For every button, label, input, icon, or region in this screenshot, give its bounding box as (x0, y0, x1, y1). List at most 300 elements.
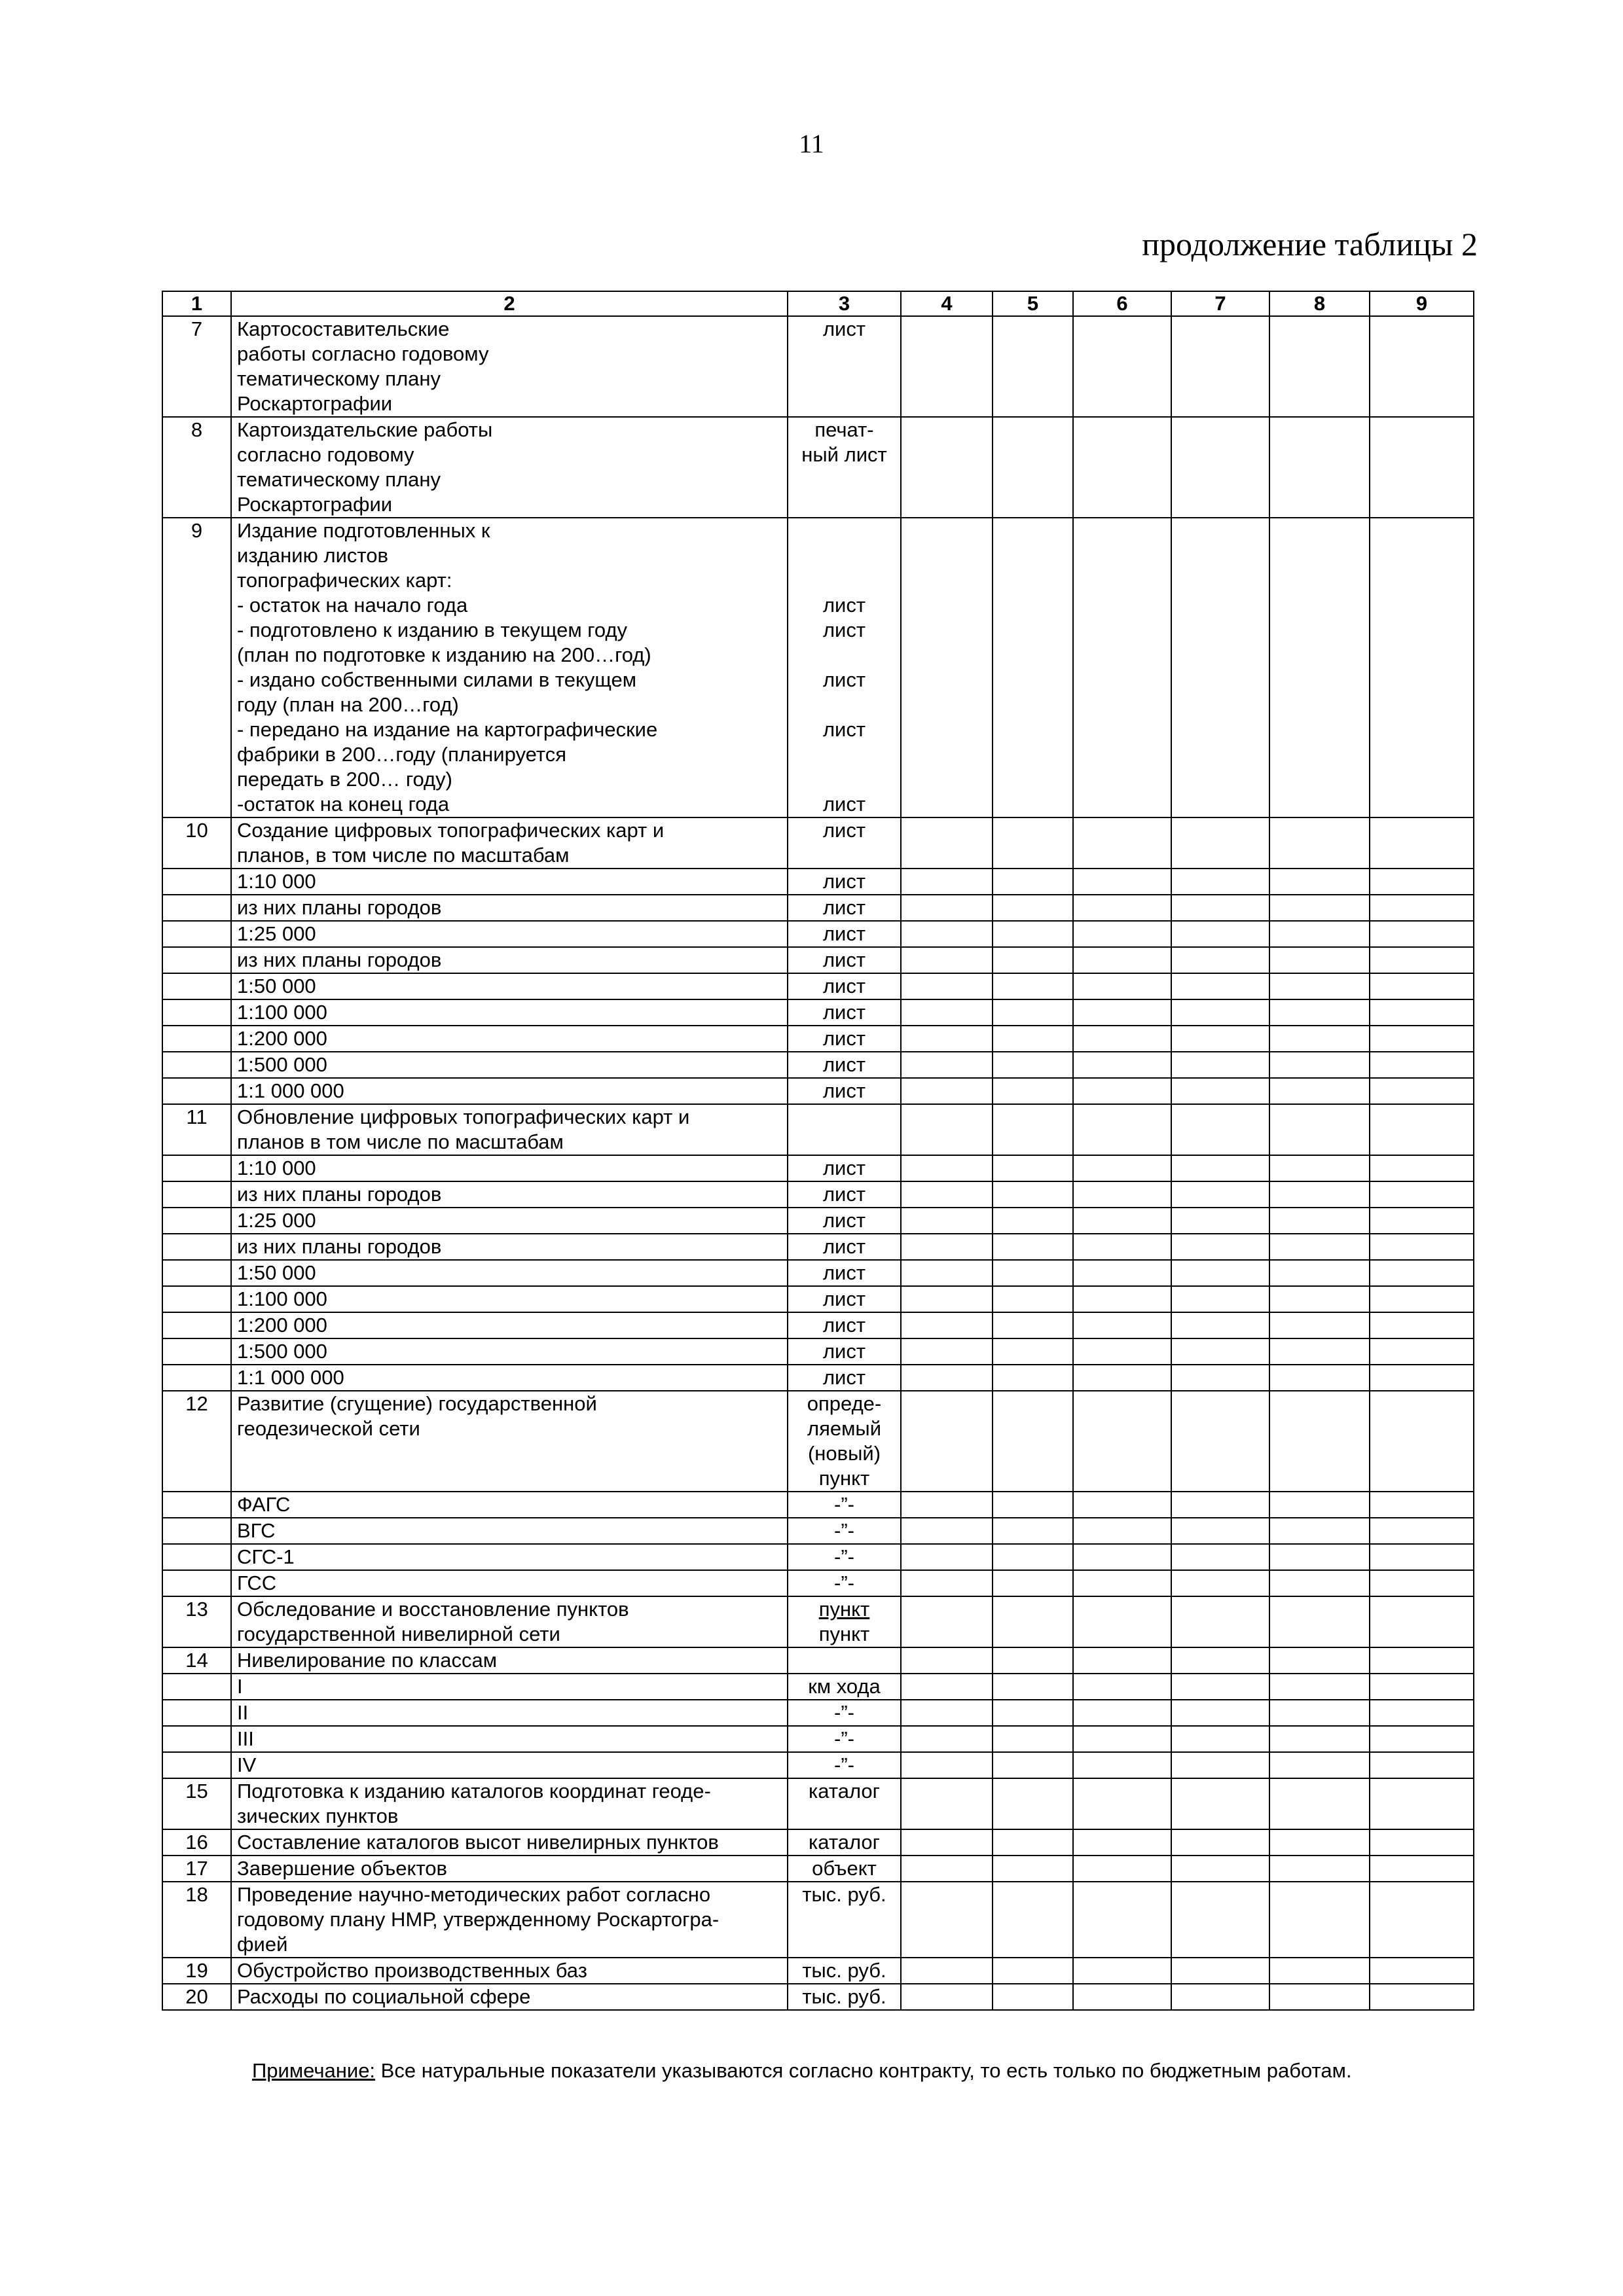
value-cell-col-5 (993, 1984, 1073, 2010)
unit-cell: лист (788, 1181, 901, 1208)
value-cell-col-8 (1269, 869, 1370, 895)
value-cell-col-6 (1073, 1570, 1171, 1596)
unit-cell: тыс. руб. (788, 1882, 901, 1958)
value-cell-col-6 (1073, 518, 1171, 817)
table-row (162, 1882, 1474, 1958)
value-cell-col-6 (1073, 1882, 1171, 1958)
value-cell-col-6 (1073, 1856, 1171, 1882)
value-cell-col-4 (901, 1700, 993, 1726)
row-number-cell (162, 1181, 231, 1208)
value-cell-col-7 (1171, 1492, 1269, 1518)
value-cell-col-4 (901, 1181, 993, 1208)
value-cell-col-4 (901, 1078, 993, 1104)
unit-cell: -”- (788, 1700, 901, 1726)
value-cell-col-8 (1269, 1984, 1370, 2010)
unit-cell: -”- (788, 1570, 901, 1596)
value-cell-col-6 (1073, 1492, 1171, 1518)
value-cell-col-9 (1370, 1365, 1474, 1391)
unit-cell (788, 1647, 901, 1674)
value-cell-col-4 (901, 1726, 993, 1752)
value-cell-col-6 (1073, 1052, 1171, 1078)
row-number-cell (162, 1052, 231, 1078)
table-row (162, 817, 1474, 869)
value-cell-col-6 (1073, 1674, 1171, 1700)
value-cell-col-8 (1269, 1518, 1370, 1544)
work-type-cell: 1:50 000 (231, 973, 788, 999)
value-cell-col-9 (1370, 921, 1474, 947)
table-row (162, 518, 1474, 817)
value-cell-col-6 (1073, 999, 1171, 1026)
work-type-cell: II (231, 1700, 788, 1726)
value-cell-col-9 (1370, 1026, 1474, 1052)
row-number-cell (162, 1492, 231, 1518)
value-cell-col-7 (1171, 1338, 1269, 1365)
value-cell-col-5 (993, 1596, 1073, 1647)
table-row (162, 1570, 1474, 1596)
value-cell-col-9 (1370, 1596, 1474, 1647)
row-number-cell (162, 1544, 231, 1570)
table-row (162, 417, 1474, 518)
unit-cell: лист (788, 1155, 901, 1181)
value-cell-col-7 (1171, 1596, 1269, 1647)
unit-cell: лист (788, 1052, 901, 1078)
value-cell-col-7 (1171, 1647, 1269, 1674)
value-cell-col-8 (1269, 316, 1370, 417)
value-cell-col-5 (993, 1882, 1073, 1958)
value-cell-col-7 (1171, 417, 1269, 518)
work-type-cell: 1:25 000 (231, 1208, 788, 1234)
value-cell-col-9 (1370, 1778, 1474, 1829)
unit-cell: лист (788, 1260, 901, 1286)
value-cell-col-4 (901, 1492, 993, 1518)
value-cell-col-4 (901, 1260, 993, 1286)
value-cell-col-7 (1171, 1856, 1269, 1882)
unit-cell: -”- (788, 1492, 901, 1518)
value-cell-col-7 (1171, 973, 1269, 999)
table-row (162, 1181, 1474, 1208)
value-cell-col-6 (1073, 1234, 1171, 1260)
row-number-cell (162, 1286, 231, 1312)
table-row (162, 1312, 1474, 1338)
unit-cell: -”- (788, 1544, 901, 1570)
value-cell-col-6 (1073, 1752, 1171, 1778)
row-number-cell (162, 1312, 231, 1338)
table-row (162, 1674, 1474, 1700)
unit-cell: лист (788, 1026, 901, 1052)
value-cell-col-4 (901, 1208, 993, 1234)
value-cell-col-9 (1370, 1391, 1474, 1492)
value-cell-col-7 (1171, 1181, 1269, 1208)
table-row (162, 1984, 1474, 2010)
value-cell-col-9 (1370, 1647, 1474, 1674)
value-cell-col-5 (993, 921, 1073, 947)
value-cell-col-9 (1370, 1882, 1474, 1958)
work-type-cell: IV (231, 1752, 788, 1778)
value-cell-col-5 (993, 1958, 1073, 1984)
value-cell-col-8 (1269, 1958, 1370, 1984)
value-cell-col-6 (1073, 1365, 1171, 1391)
work-type-cell: из них планы городов (231, 947, 788, 973)
value-cell-col-9 (1370, 1286, 1474, 1312)
row-number-cell (162, 1570, 231, 1596)
value-cell-col-4 (901, 1674, 993, 1700)
value-cell-col-8 (1269, 1181, 1370, 1208)
row-number-cell: 18 (162, 1882, 231, 1958)
value-cell-col-4 (901, 1570, 993, 1596)
value-cell-col-4 (901, 1155, 993, 1181)
value-cell-col-9 (1370, 1726, 1474, 1752)
work-type-cell: I (231, 1674, 788, 1700)
table-row (162, 869, 1474, 895)
value-cell-col-6 (1073, 1778, 1171, 1829)
value-cell-col-8 (1269, 1492, 1370, 1518)
value-cell-col-4 (901, 316, 993, 417)
value-cell-col-6 (1073, 921, 1171, 947)
note-text: Все натуральные показатели указываются согласно контракту, то есть только по бюджетным работам. (375, 2059, 1352, 2082)
row-number-cell: 8 (162, 417, 231, 518)
value-cell-col-6 (1073, 316, 1171, 417)
work-type-cell: Подготовка к изданию каталогов координат геоде- зических пунктов (231, 1778, 788, 1829)
value-cell-col-9 (1370, 1208, 1474, 1234)
value-cell-col-6 (1073, 1984, 1171, 2010)
work-type-cell: 1:1 000 000 (231, 1078, 788, 1104)
unit-cell: лист (788, 316, 901, 417)
work-type-cell: 1:50 000 (231, 1260, 788, 1286)
value-cell-col-6 (1073, 1338, 1171, 1365)
value-cell-col-6 (1073, 1155, 1171, 1181)
value-cell-col-4 (901, 1958, 993, 1984)
value-cell-col-6 (1073, 1958, 1171, 1984)
row-number-cell: 16 (162, 1829, 231, 1856)
value-cell-col-4 (901, 1829, 993, 1856)
work-type-cell: 1:10 000 (231, 869, 788, 895)
value-cell-col-9 (1370, 1104, 1474, 1155)
value-cell-col-8 (1269, 1856, 1370, 1882)
row-number-cell (162, 921, 231, 947)
value-cell-col-7 (1171, 1365, 1269, 1391)
unit-cell: лист (788, 1234, 901, 1260)
value-cell-col-8 (1269, 1700, 1370, 1726)
value-cell-col-5 (993, 869, 1073, 895)
value-cell-col-4 (901, 1647, 993, 1674)
work-type-cell: 1:10 000 (231, 1155, 788, 1181)
value-cell-col-8 (1269, 1647, 1370, 1674)
row-number-cell: 9 (162, 518, 231, 817)
table-row (162, 921, 1474, 947)
value-cell-col-9 (1370, 316, 1474, 417)
value-cell-col-5 (993, 1052, 1073, 1078)
value-cell-col-4 (901, 1856, 993, 1882)
value-cell-col-7 (1171, 1674, 1269, 1700)
value-cell-col-4 (901, 895, 993, 921)
work-type-cell: из них планы городов (231, 1234, 788, 1260)
value-cell-col-6 (1073, 1286, 1171, 1312)
row-number-cell (162, 1026, 231, 1052)
table-row (162, 1700, 1474, 1726)
value-cell-col-5 (993, 1700, 1073, 1726)
value-cell-col-8 (1269, 1596, 1370, 1647)
work-type-cell: Обновление цифровых топографических карт и планов в том числе по масштабам (231, 1104, 788, 1155)
value-cell-col-6 (1073, 1104, 1171, 1155)
value-cell-col-4 (901, 869, 993, 895)
value-cell-col-7 (1171, 1958, 1269, 1984)
table-row (162, 1234, 1474, 1260)
work-type-cell: 1:1 000 000 (231, 1365, 788, 1391)
value-cell-col-5 (993, 1647, 1073, 1674)
value-cell-col-9 (1370, 417, 1474, 518)
value-cell-col-5 (993, 1570, 1073, 1596)
table-row (162, 1829, 1474, 1856)
value-cell-col-8 (1269, 518, 1370, 817)
table-row (162, 947, 1474, 973)
value-cell-col-4 (901, 1052, 993, 1078)
value-cell-col-8 (1269, 1882, 1370, 1958)
value-cell-col-9 (1370, 1518, 1474, 1544)
value-cell-col-7 (1171, 1726, 1269, 1752)
unit-cell: лист (788, 1078, 901, 1104)
work-type-cell: Обследование и восстановление пунктов государственной нивелирной сети (231, 1596, 788, 1647)
table-row (162, 316, 1474, 417)
value-cell-col-7 (1171, 1544, 1269, 1570)
value-cell-col-8 (1269, 1544, 1370, 1570)
value-cell-col-9 (1370, 1181, 1474, 1208)
value-cell-col-5 (993, 1181, 1073, 1208)
column-header: 5 (993, 291, 1073, 316)
row-number-cell (162, 895, 231, 921)
table-row (162, 895, 1474, 921)
work-type-cell: 1:100 000 (231, 999, 788, 1026)
value-cell-col-4 (901, 518, 993, 817)
value-cell-col-7 (1171, 1391, 1269, 1492)
value-cell-col-5 (993, 1544, 1073, 1570)
unit-cell: печат- ный лист (788, 417, 901, 518)
value-cell-col-6 (1073, 1260, 1171, 1286)
value-cell-col-6 (1073, 1647, 1171, 1674)
value-cell-col-7 (1171, 1778, 1269, 1829)
table-row (162, 1208, 1474, 1234)
row-number-cell (162, 1674, 231, 1700)
unit-cell: -”- (788, 1518, 901, 1544)
value-cell-col-6 (1073, 417, 1171, 518)
value-cell-col-4 (901, 1882, 993, 1958)
row-number-cell: 13 (162, 1596, 231, 1647)
value-cell-col-8 (1269, 973, 1370, 999)
work-type-cell: Проведение научно-методических работ согласно годовому плану НМР, утвержденному Роскартогра- фией (231, 1882, 788, 1958)
table-note (252, 2059, 1352, 2083)
value-cell-col-5 (993, 316, 1073, 417)
value-cell-col-8 (1269, 1208, 1370, 1234)
value-cell-col-9 (1370, 1492, 1474, 1518)
table-row (162, 1391, 1474, 1492)
table-row (162, 1647, 1474, 1674)
value-cell-col-9 (1370, 1856, 1474, 1882)
value-cell-col-8 (1269, 1104, 1370, 1155)
unit-cell (788, 1104, 901, 1155)
value-cell-col-8 (1269, 921, 1370, 947)
value-cell-col-9 (1370, 1338, 1474, 1365)
value-cell-col-8 (1269, 1312, 1370, 1338)
value-cell-col-7 (1171, 1260, 1269, 1286)
value-cell-col-7 (1171, 1208, 1269, 1234)
work-type-cell: 1:25 000 (231, 921, 788, 947)
value-cell-col-9 (1370, 1570, 1474, 1596)
value-cell-col-6 (1073, 1518, 1171, 1544)
value-cell-col-7 (1171, 316, 1269, 417)
work-type-cell: из них планы городов (231, 895, 788, 921)
value-cell-col-7 (1171, 1312, 1269, 1338)
table-continuation-title: продолжение таблицы 2 (1142, 226, 1478, 262)
value-cell-col-8 (1269, 1674, 1370, 1700)
value-cell-col-4 (901, 1234, 993, 1260)
value-cell-col-9 (1370, 1544, 1474, 1570)
value-cell-col-9 (1370, 817, 1474, 869)
value-cell-col-7 (1171, 817, 1269, 869)
value-cell-col-7 (1171, 1104, 1269, 1155)
value-cell-col-5 (993, 1208, 1073, 1234)
unit-cell: лист (788, 1208, 901, 1234)
value-cell-col-4 (901, 1338, 993, 1365)
value-cell-col-4 (901, 417, 993, 518)
value-cell-col-5 (993, 1726, 1073, 1752)
table-row (162, 1104, 1474, 1155)
value-cell-col-9 (1370, 1312, 1474, 1338)
value-cell-col-5 (993, 999, 1073, 1026)
value-cell-col-6 (1073, 1181, 1171, 1208)
value-cell-col-8 (1269, 1778, 1370, 1829)
table-row (162, 1726, 1474, 1752)
unit-cell: лист (788, 999, 901, 1026)
value-cell-col-8 (1269, 1026, 1370, 1052)
unit-cell: лист (788, 1286, 901, 1312)
unit-cell: каталог (788, 1778, 901, 1829)
value-cell-col-5 (993, 1518, 1073, 1544)
value-cell-col-5 (993, 1829, 1073, 1856)
value-cell-col-7 (1171, 1700, 1269, 1726)
row-number-cell: 11 (162, 1104, 231, 1155)
value-cell-col-9 (1370, 1260, 1474, 1286)
value-cell-col-7 (1171, 1286, 1269, 1312)
value-cell-col-8 (1269, 1078, 1370, 1104)
value-cell-col-7 (1171, 1570, 1269, 1596)
work-type-cell: Составление каталогов высот нивелирных пунктов (231, 1829, 788, 1856)
row-number-cell: 12 (162, 1391, 231, 1492)
value-cell-col-5 (993, 817, 1073, 869)
value-cell-col-8 (1269, 1391, 1370, 1492)
value-cell-col-6 (1073, 1312, 1171, 1338)
unit-cell: лист (788, 1365, 901, 1391)
value-cell-col-5 (993, 518, 1073, 817)
work-type-cell: Нивелирование по классам (231, 1647, 788, 1674)
unit-cell: лист (788, 895, 901, 921)
value-cell-col-5 (993, 1338, 1073, 1365)
value-cell-col-6 (1073, 817, 1171, 869)
work-type-cell: СГС-1 (231, 1544, 788, 1570)
work-type-cell: 1:200 000 (231, 1026, 788, 1052)
value-cell-col-6 (1073, 1078, 1171, 1104)
value-cell-col-5 (993, 1492, 1073, 1518)
value-cell-col-8 (1269, 1570, 1370, 1596)
value-cell-col-4 (901, 921, 993, 947)
value-cell-col-9 (1370, 1829, 1474, 1856)
value-cell-col-9 (1370, 869, 1474, 895)
value-cell-col-7 (1171, 1984, 1269, 2010)
value-cell-col-9 (1370, 518, 1474, 817)
value-cell-col-5 (993, 1778, 1073, 1829)
value-cell-col-4 (901, 1026, 993, 1052)
value-cell-col-8 (1269, 1365, 1370, 1391)
value-cell-col-9 (1370, 895, 1474, 921)
value-cell-col-6 (1073, 1026, 1171, 1052)
value-cell-col-6 (1073, 1391, 1171, 1492)
table-row (162, 1544, 1474, 1570)
value-cell-col-7 (1171, 1026, 1269, 1052)
row-number-cell (162, 973, 231, 999)
value-cell-col-6 (1073, 1700, 1171, 1726)
value-cell-col-8 (1269, 1286, 1370, 1312)
value-cell-col-7 (1171, 895, 1269, 921)
value-cell-col-7 (1171, 1518, 1269, 1544)
unit-cell: лист (788, 1338, 901, 1365)
value-cell-col-9 (1370, 947, 1474, 973)
value-cell-col-5 (993, 1391, 1073, 1492)
value-cell-col-9 (1370, 1078, 1474, 1104)
value-cell-col-7 (1171, 921, 1269, 947)
work-type-cell: Развитие (сгущение) государственной геодезической сети (231, 1391, 788, 1492)
value-cell-col-6 (1073, 947, 1171, 973)
value-cell-col-9 (1370, 999, 1474, 1026)
value-cell-col-6 (1073, 869, 1171, 895)
table-body (162, 316, 1474, 2010)
work-type-cell: Завершение объектов (231, 1856, 788, 1882)
row-number-cell: 14 (162, 1647, 231, 1674)
unit-cell: пункт пункт (788, 1596, 901, 1647)
value-cell-col-4 (901, 1286, 993, 1312)
page-number: 11 (799, 129, 824, 158)
value-cell-col-6 (1073, 1544, 1171, 1570)
unit-cell: лист (788, 817, 901, 869)
table-row (162, 1778, 1474, 1829)
row-number-cell: 19 (162, 1958, 231, 1984)
work-type-cell: Картоиздательские работы согласно годовому тематическому плану Роскартографии (231, 417, 788, 518)
value-cell-col-8 (1269, 1052, 1370, 1078)
value-cell-col-7 (1171, 1078, 1269, 1104)
value-cell-col-5 (993, 1674, 1073, 1700)
value-cell-col-8 (1269, 1234, 1370, 1260)
row-number-cell (162, 1260, 231, 1286)
value-cell-col-8 (1269, 1260, 1370, 1286)
value-cell-col-5 (993, 973, 1073, 999)
unit-cell: км хода (788, 1674, 901, 1700)
row-number-cell (162, 869, 231, 895)
value-cell-col-4 (901, 1596, 993, 1647)
value-cell-col-9 (1370, 1700, 1474, 1726)
value-cell-col-4 (901, 1778, 993, 1829)
column-header: 3 (788, 291, 901, 316)
table-row (162, 1260, 1474, 1286)
column-header: 2 (231, 291, 788, 316)
value-cell-col-5 (993, 1365, 1073, 1391)
table-row (162, 1338, 1474, 1365)
row-number-cell (162, 1208, 231, 1234)
value-cell-col-4 (901, 1752, 993, 1778)
unit-cell: -”- (788, 1726, 901, 1752)
table-row (162, 1596, 1474, 1647)
work-type-cell: 1:100 000 (231, 1286, 788, 1312)
value-cell-col-8 (1269, 1752, 1370, 1778)
value-cell-col-9 (1370, 1984, 1474, 2010)
row-number-cell (162, 1726, 231, 1752)
work-type-cell: Картосоставительские работы согласно годовому тематическому плану Роскартографии (231, 316, 788, 417)
